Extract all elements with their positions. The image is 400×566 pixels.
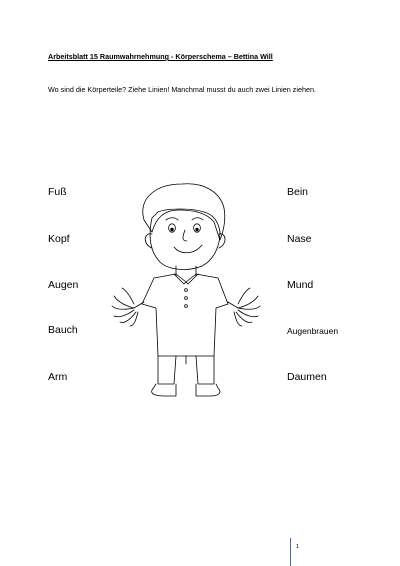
nose <box>183 230 187 241</box>
body-figure-illustration <box>108 178 266 400</box>
left-leg <box>158 356 176 384</box>
word-right-4: Augenbrauen <box>287 326 339 336</box>
word-left-2: Kopf <box>48 233 70 245</box>
shirt <box>142 274 228 356</box>
mouth <box>174 245 202 253</box>
right-eyebrow <box>192 218 203 220</box>
instructions-text: Wo sind die Körperteile? Ziehe Linien! Manchmal musst du auch zwei Linien ziehen. <box>48 85 316 94</box>
worksheet-title: Arbeitsblatt 15 Raumwahrnehmung - Körperschema – Bettina Will <box>48 52 273 61</box>
left-hand <box>112 288 138 326</box>
right-arm <box>228 302 238 308</box>
word-left-5: Arm <box>48 371 68 383</box>
right-leg <box>196 356 214 384</box>
word-right-5: Daumen <box>287 371 327 383</box>
word-right-3: Mund <box>287 279 314 291</box>
word-left-3: Augen <box>48 279 79 291</box>
right-hand <box>234 288 260 326</box>
neck <box>176 266 196 276</box>
left-eyebrow <box>166 218 178 220</box>
right-foot <box>196 384 220 396</box>
footer-divider <box>290 538 291 566</box>
page-number: 1 <box>296 544 300 550</box>
word-right-1: Bein <box>287 186 309 198</box>
word-right-2: Nase <box>287 233 312 245</box>
left-foot <box>152 384 176 396</box>
hair <box>143 184 225 240</box>
left-arm <box>134 302 144 308</box>
word-left-1: Fuß <box>48 186 67 198</box>
word-left-4: Bauch <box>48 324 78 336</box>
